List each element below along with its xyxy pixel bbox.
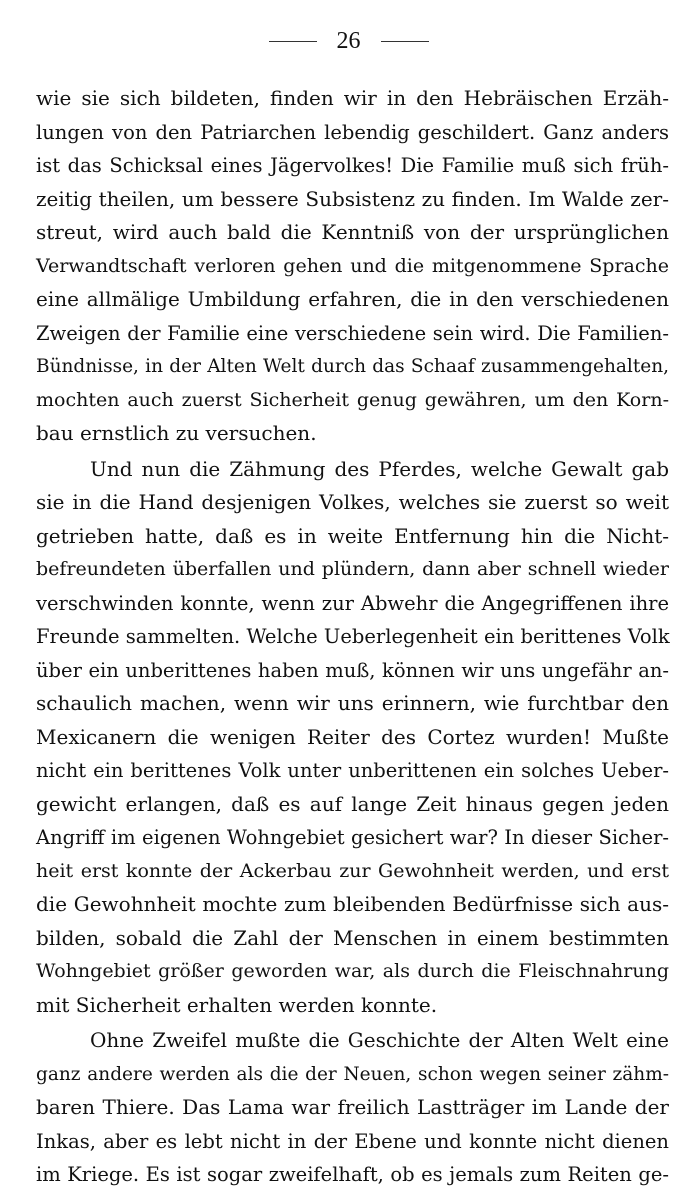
text-line: Bündnisse, in der Alten Welt durch das Schaaf zusammengehalten, xyxy=(36,356,669,377)
paragraph xyxy=(36,1024,669,1192)
text-line: verschwinden konnte, wenn zur Abwehr die Angegriffenen ihre xyxy=(36,591,669,615)
header-rule-right xyxy=(381,41,429,42)
text-line: Und nun die Zähmung des Pferdes, welche Gewalt gab xyxy=(90,456,669,481)
text-line: die Gewohnheit mochte zum bleibenden Bedürfnisse sich aus- xyxy=(36,892,669,916)
text-line: nicht ein berittenes Volk unter unberittenen ein solches Ueber- xyxy=(36,759,669,782)
text-line: ganz andere werden als die der Neuen, schon wegen seiner zähm- xyxy=(36,1063,669,1085)
text-line: sie in die Hand desjenigen Volkes, welches sie zuerst so weit xyxy=(36,490,669,514)
text-line: Zweigen der Familie eine verschiedene sein wird. Die Familien- xyxy=(36,321,669,345)
text-line: Ohne Zweifel mußte die Geschichte der Alten Welt eine xyxy=(90,1028,669,1052)
text-line: baren Thiere. Das Lama war freilich Lastträger im Lande der xyxy=(36,1095,669,1119)
paragraph xyxy=(36,82,669,451)
text-line: lungen von den Patriarchen lebendig geschildert. Ganz anders xyxy=(36,120,669,144)
text-line: heit erst konnte der Ackerbau zur Gewohnheit werden, und erst xyxy=(36,859,669,882)
text-line: gewicht erlangen, daß es auf lange Zeit hinaus gegen jeden xyxy=(36,791,669,816)
text-line: Freunde sammelten. Welche Ueberlegenheit ein berittenes Volk xyxy=(36,625,670,648)
body-text xyxy=(36,82,669,1192)
text-line: im Kriege. Es ist sogar zweifelhaft, ob es jemals zum Reiten ge- xyxy=(36,1163,669,1186)
text-line: Mexicanern die wenigen Reiter des Cortez wurden! Mußte xyxy=(36,724,669,749)
text-line: mit Sicherheit erhalten werden konnte. xyxy=(36,992,438,1017)
paragraph xyxy=(36,453,669,1023)
text-line: bilden, sobald die Zahl der Menschen in einem bestimmten xyxy=(36,925,669,950)
text-line: zeitig theilen, um bessere Subsistenz zu finden. Im Walde zer- xyxy=(36,186,669,211)
text-line: schaulich machen, wenn wir uns erinnern, wie furchtbar den xyxy=(36,691,669,715)
text-line: Inkas, aber es lebt nicht in der Ebene und konnte nicht dienen xyxy=(36,1129,669,1153)
page-number: 26 xyxy=(336,28,361,54)
text-line: bau ernstlich zu versuchen. xyxy=(36,421,317,445)
text-line: ist das Schicksal eines Jägervolkes! Die Familie muß sich früh- xyxy=(36,154,669,177)
text-line: mochten auch zuerst Sicherheit genug gewähren, um den Korn- xyxy=(36,388,669,411)
text-line: befreundeten überfallen und plündern, dann aber schnell wieder xyxy=(36,558,669,580)
text-line: Angriff im eigenen Wohngebiet gesichert war? In dieser Sicher- xyxy=(36,826,669,849)
text-line: Wohngebiet größer geworden war, als durch die Fleischnahrung xyxy=(36,960,669,982)
text-line: über ein unberittenes haben muß, können wir uns ungefähr an- xyxy=(36,658,669,682)
header-rule-left xyxy=(269,41,317,42)
text-line: streut, wird auch bald die Kenntniß von der ursprünglichen xyxy=(36,220,669,244)
text-line: Verwandtschaft verloren gehen und die mitgenommene Sprache xyxy=(36,254,669,277)
page-header xyxy=(0,26,697,56)
text-line: eine allmälige Umbildung erfahren, die in den verschiedenen xyxy=(36,287,669,311)
text-line: wie sie sich bildeten, finden wir in den Hebräischen Erzäh- xyxy=(36,86,669,110)
text-line: getrieben hatte, daß es in weite Entfernung hin die Nicht- xyxy=(36,523,669,548)
